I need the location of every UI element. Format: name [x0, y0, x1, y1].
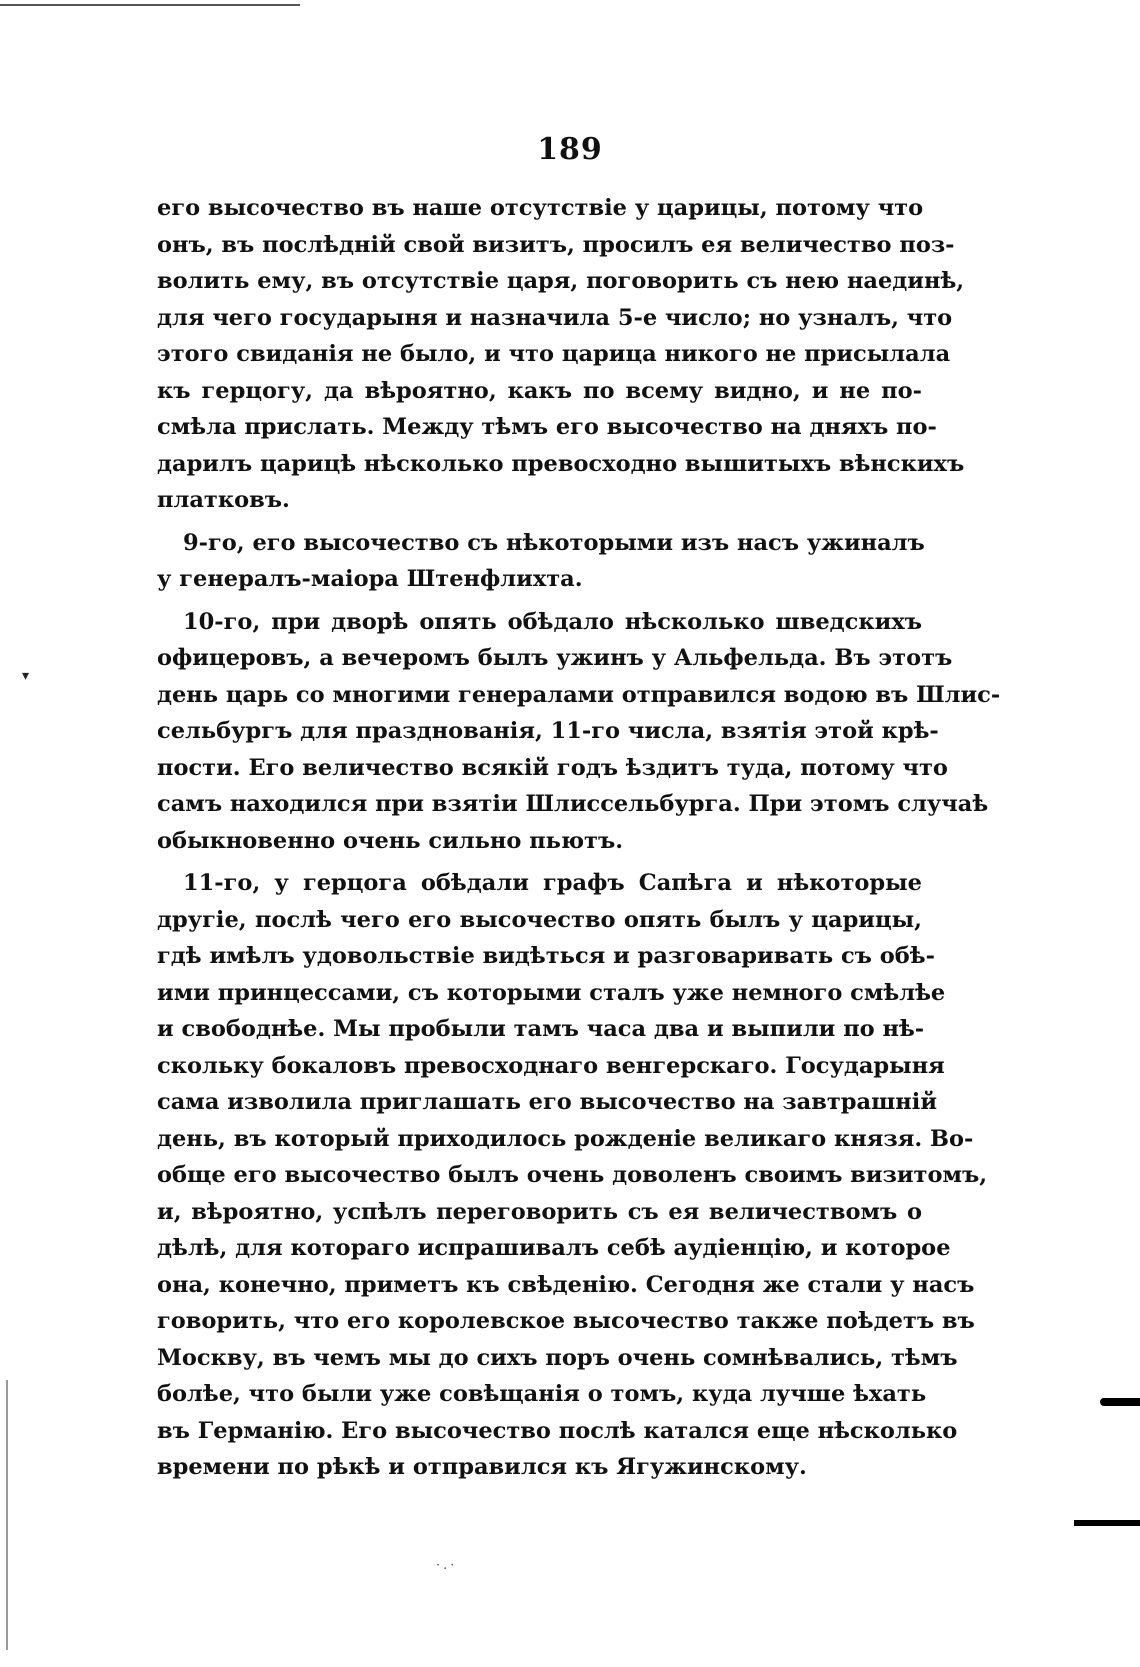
text-line: гдѣ имѣлъ удовольствіе видѣться и разговаривать съ обѣ- [157, 943, 935, 969]
text-line: смѣла прислать. Между тѣмъ его высочество на дняхъ по- [157, 414, 937, 440]
text-line: болѣе, что были уже совѣщанія о томъ, куда лучше ѣхать [157, 1381, 927, 1407]
text-line: для чего государыня и назначила 5-е число; но узналъ, что [157, 304, 953, 331]
scan-edge-mark [1074, 1520, 1140, 1526]
text-line: и свободнѣе. Мы пробыли тамъ часа два и выпили по нѣ- [157, 1016, 925, 1042]
text-line: его высочество въ наше отсутствіе у царицы, потому что [157, 195, 924, 221]
page-number: 189 [537, 132, 603, 167]
text-line: дѣлѣ, для котораго испрашивалъ себѣ аудіенцію, и которое [157, 1235, 951, 1261]
paragraph [157, 604, 1001, 860]
text-line: этого свиданія не было, и что царица никого не присылала [157, 341, 951, 367]
scan-rule-top [0, 4, 300, 6]
text-line: времени по рѣкѣ и отправился къ Ягужинскому. [157, 1454, 807, 1480]
text-line: и, вѣроятно, успѣлъ переговорить съ ея величествомъ о [157, 1198, 922, 1225]
text-line: къ герцогу, да вѣроятно, какъ по всему видно, и не по- [157, 377, 922, 404]
paragraph [157, 865, 988, 1486]
text-line: у генералъ-маіора Штенфлихта. [157, 566, 583, 592]
text-line: сама изволила приглашать его высочество на завтрашній [157, 1089, 938, 1115]
text-line: другіе, послѣ чего его высочество опять былъ у царицы, [157, 906, 922, 933]
text-line: ими принцессами, съ которыми сталъ уже немного смѣлѣе [157, 979, 946, 1006]
scan-edge-left [6, 1380, 8, 1650]
text-line: обще его высочество былъ очень доволенъ своимъ визитомъ, [157, 1162, 988, 1188]
margin-mark: ▾ [22, 668, 30, 684]
scan-edge-mark [1100, 1398, 1140, 1406]
paragraph [157, 190, 965, 519]
text-line: 11-го, у герцога обѣдали графъ Сапѣга и нѣкоторые [183, 870, 922, 896]
text-line: въ Германію. Его высочество послѣ катался еще нѣсколько [157, 1417, 958, 1444]
text-line: волить ему, въ отсутствіе царя, поговорить съ нею наединѣ, [157, 268, 965, 294]
text-line: скольку бокаловъ превосходнаго венгерскаго. Государыня [157, 1052, 945, 1079]
text-line: день царь со многими генералами отправился водою въ Шлис- [157, 681, 1001, 708]
text-line: пости. Его величество всякій годъ ѣздитъ туда, потому что [157, 754, 948, 781]
text-line: дарилъ царицѣ нѣсколько превосходно вышитыхъ вѣнскихъ [157, 450, 965, 477]
text-line: 9-го, его высочество съ нѣкоторыми изъ насъ ужиналъ [183, 529, 925, 556]
text-line: сельбургъ для празднованія, 11-го числа, взятія этой крѣ- [157, 718, 939, 744]
text-line: говорить, что его королевское высочество также поѣдетъ въ [157, 1308, 975, 1334]
text-line: 10-го, при дворѣ опять обѣдало нѣсколько шведскихъ [183, 608, 922, 635]
body-text [157, 190, 1001, 1492]
text-line: онъ, въ послѣдній свой визитъ, просилъ ея величество поз- [157, 231, 955, 258]
paragraph [157, 525, 925, 598]
text-line: обыкновенно очень сильно пьютъ. [157, 827, 624, 854]
text-line: платковъ. [157, 487, 290, 513]
text-line: Москву, въ чемъ мы до сихъ поръ очень сомнѣвались, тѣмъ [157, 1344, 958, 1371]
text-line: она, конечно, приметъ къ свѣденію. Сегодня же стали у насъ [157, 1271, 975, 1298]
text-line: день, въ который приходилось рожденіе великаго князя. Во- [157, 1125, 974, 1152]
scan-smudge: ·.· [436, 1558, 458, 1573]
text-line: самъ находился при взятіи Шлиссельбурга. При этомъ случаѣ [157, 791, 989, 817]
text-line: офицеровъ, а вечеромъ былъ ужинъ у Альфельда. Въ этотъ [157, 645, 953, 671]
